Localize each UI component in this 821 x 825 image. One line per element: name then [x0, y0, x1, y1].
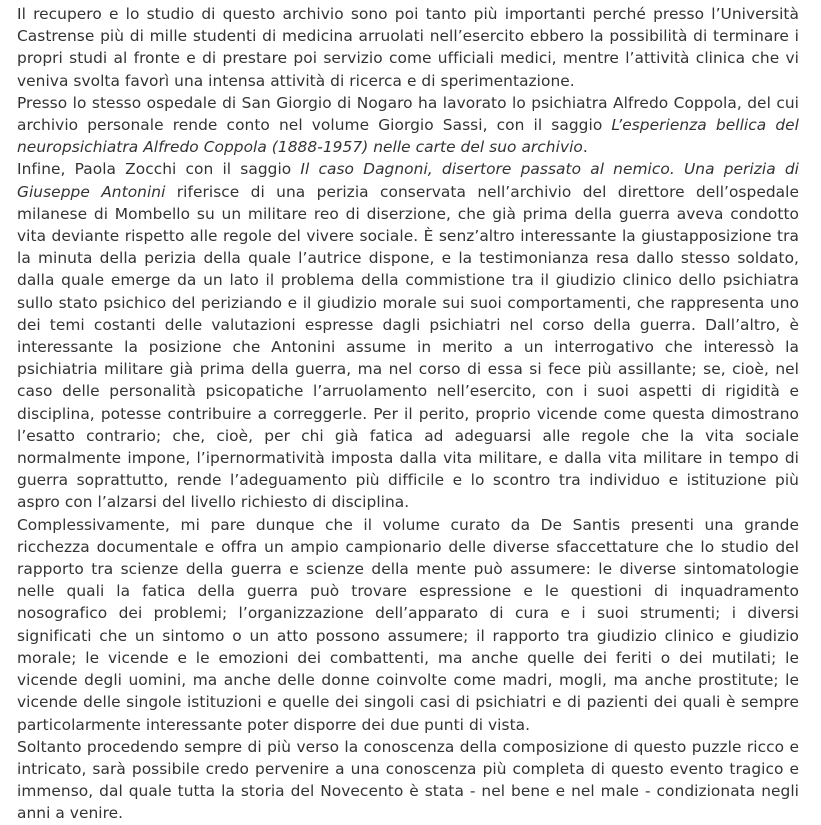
paragraph-2-essay-title: L’esperienza bellica del neuropsichiatra Alfredo Coppola (1888-1957) nelle carte del suo archivio	[17, 116, 799, 157]
paragraph-4-text: Complessivamente, mi pare dunque che il volume curato da De Santis presenti una grande ricchezza documentale e offra un ampio campionario delle diverse sfaccettature che lo studio del rapporto tra scienze della guerra e scienze della mente può assumere: le diverse sintomatologie nelle quali la fatica della guerra può trovare espressione e le questioni di inquadramento nosografico dei problemi; l’organizzazione dell’apparato di cura e i suoi strumenti; i diversi significati che un sintomo o un atto possono assumere; il rapporto tra giudizio clinico e giudizio morale; le vicende e le emozioni dei combattenti, ma anche quelle dei feriti o dei mutilati; le vicende degli uomini, ma anche delle donne coinvolte come madri, mogli, ma anche prostitute; le vicende delle singole istituzioni e quelle dei singoli casi di psichiatri e di pazienti dei quali è sempre particolarmente interessante poter disporre dei due punti di vista.	[17, 515, 799, 734]
paragraph-2	[17, 92, 799, 159]
paragraph-3	[17, 158, 799, 513]
paragraph-2-text-a: Presso lo stesso ospedale di San Giorgio di Nogaro ha lavorato lo psichiatra Alfredo Coppola, del cui archivio personale rende conto nel volume Giorgio Sassi, con il saggio	[17, 93, 799, 135]
paragraph-4	[17, 514, 799, 736]
paragraph-1	[17, 3, 799, 92]
paragraph-3-text-b: riferisce di una perizia conservata nell’archivio del direttore dell’ospedale milanese di Mombello su un militare reo di diserzione, che già prima della guerra aveva condotto vita deviante rispetto alle regole del vivere sociale. È senz’altro interessante la giustapposizione tra la minuta della perizia della quale l’autrice dispone, e la testimonianza resa dallo stesso soldato, dalla quale emerge da un lato il problema della commistione tra il giudizio clinico dello psichiatra sullo stato psichico del periziando e il giudizio morale sui suoi comportamenti, che rappresenta uno dei temi costanti delle valutazioni espresse dagli psichiatri nel corso della guerra. Dall’altro, è interessante la posizione che Antonini assume in merito a un interrogativo che interessò la psichiatria militare già prima della guerra, ma nel corso di essa si fece più assillante; se, cioè, nel caso delle personalità psicopatiche l’arruolamento nell’esercito, con i suoi aspetti di rigidità e disciplina, potesse contribuire a correggerle. Per il perito, proprio vicende come questa dimostrano l’esatto contrario; che, cioè, per chi già fatica ad adeguarsi alle regole che la vita sociale normalmente impone, l’ipernormatività imposta dalla vita militare, e dalla vita militare in tempo di guerra soprattutto, rende l’adeguamento più difficile e lo scontro tra individuo e istituzione più aspro con l’alzarsi del livello richiesto di disciplina.	[17, 182, 799, 512]
paragraph-2-text-b: .	[582, 138, 588, 157]
paragraph-5-text: Soltanto procedendo sempre di più verso la conoscenza della composizione di questo puzzle ricco e intricato, sarà possibile credo pervenire a una conoscenza più completa di questo evento tragico e immenso, dal quale tutta la storia del Novecento è stata - nel bene e nel male - condizionata negli anni a venire.	[17, 737, 799, 823]
article-body	[17, 3, 799, 825]
paragraph-3-text-a: Infine, Paola Zocchi con il saggio	[17, 160, 301, 179]
paragraph-5	[17, 736, 799, 825]
paragraph-1-text: Il recupero e lo studio di questo archivio sono poi tanto più importanti perché presso l’Università Castrense più di mille studenti di medicina arruolati nell’esercito ebbero la possibilità di terminare i propri studi al fronte e di prestare poi servizio come ufficiali medici, mentre l’attività clinica che vi veniva svolta favorì una intensa attività di ricerca e di sperimentazione.	[17, 5, 799, 90]
paragraph-3-essay-title: Il caso Dagnoni, disertore passato al nemico. Una perizia di Giuseppe Antonini	[17, 160, 799, 201]
